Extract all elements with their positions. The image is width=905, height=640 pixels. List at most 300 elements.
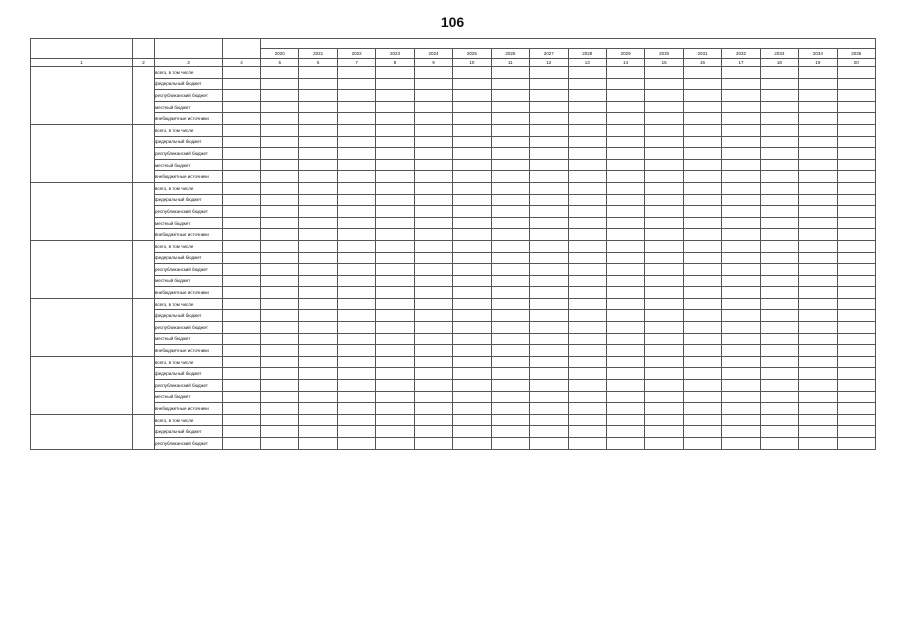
year-value-cell <box>683 298 721 310</box>
year-value-cell <box>376 171 414 183</box>
year-header: 2022 <box>337 49 375 59</box>
year-value-cell <box>606 275 644 287</box>
year-value-cell <box>683 78 721 90</box>
year-value-cell <box>376 206 414 218</box>
year-value-cell <box>837 206 875 218</box>
year-header: 2035 <box>837 49 875 59</box>
year-value-cell <box>606 298 644 310</box>
year-value-cell <box>722 356 760 368</box>
year-value-cell <box>261 90 299 102</box>
total-cell <box>223 194 261 206</box>
table-row <box>31 391 876 403</box>
year-value-cell <box>683 356 721 368</box>
year-value-cell <box>606 67 644 79</box>
budget-table <box>30 38 876 450</box>
year-value-cell <box>299 171 337 183</box>
table-row <box>31 136 876 148</box>
table-row <box>31 414 876 426</box>
total-cell <box>223 403 261 415</box>
year-value-cell <box>799 345 837 357</box>
year-value-cell <box>799 101 837 113</box>
total-cell <box>223 275 261 287</box>
table-row <box>31 182 876 194</box>
year-header: 2020 <box>261 49 299 59</box>
year-value-cell <box>799 426 837 438</box>
year-value-cell <box>760 322 798 334</box>
year-value-cell <box>491 240 529 252</box>
funding-source-label: всего, в том числе <box>155 414 223 426</box>
column-number: 20 <box>837 59 875 67</box>
year-value-cell <box>530 171 568 183</box>
year-value-cell <box>568 252 606 264</box>
year-value-cell <box>261 67 299 79</box>
column-number: 15 <box>645 59 683 67</box>
year-value-cell <box>683 414 721 426</box>
year-value-cell <box>337 426 375 438</box>
year-value-cell <box>530 206 568 218</box>
year-value-cell <box>530 229 568 241</box>
year-value-cell <box>491 298 529 310</box>
year-value-cell <box>376 356 414 368</box>
year-value-cell <box>414 194 452 206</box>
year-value-cell <box>299 368 337 380</box>
year-value-cell <box>261 113 299 125</box>
year-value-cell <box>299 240 337 252</box>
year-value-cell <box>376 113 414 125</box>
year-value-cell <box>376 345 414 357</box>
year-value-cell <box>645 67 683 79</box>
year-value-cell <box>760 438 798 450</box>
grbs-cell <box>133 124 155 182</box>
header-years-group <box>261 39 876 49</box>
year-value-cell <box>722 264 760 276</box>
year-value-cell <box>722 182 760 194</box>
funding-source-label: внебюджетные источники <box>155 287 223 299</box>
total-cell <box>223 240 261 252</box>
year-value-cell <box>299 206 337 218</box>
year-value-cell <box>683 113 721 125</box>
year-value-cell <box>645 171 683 183</box>
year-value-cell <box>606 78 644 90</box>
year-value-cell <box>722 240 760 252</box>
year-value-cell <box>837 252 875 264</box>
year-value-cell <box>568 414 606 426</box>
year-value-cell <box>799 438 837 450</box>
year-value-cell <box>722 438 760 450</box>
year-value-cell <box>645 345 683 357</box>
year-value-cell <box>645 124 683 136</box>
funding-source-label: местный бюджет <box>155 333 223 345</box>
year-value-cell <box>453 368 491 380</box>
table-row <box>31 333 876 345</box>
year-value-cell <box>376 182 414 194</box>
year-value-cell <box>299 380 337 392</box>
year-value-cell <box>453 345 491 357</box>
year-value-cell <box>760 310 798 322</box>
column-number-row <box>31 59 876 67</box>
year-value-cell <box>837 90 875 102</box>
year-value-cell <box>760 356 798 368</box>
year-value-cell <box>453 287 491 299</box>
year-value-cell <box>491 322 529 334</box>
year-value-cell <box>645 287 683 299</box>
year-value-cell <box>376 159 414 171</box>
year-value-cell <box>837 194 875 206</box>
year-value-cell <box>645 380 683 392</box>
total-cell <box>223 322 261 334</box>
year-value-cell <box>453 310 491 322</box>
year-value-cell <box>799 78 837 90</box>
year-value-cell <box>799 380 837 392</box>
year-value-cell <box>299 345 337 357</box>
year-value-cell <box>799 148 837 160</box>
year-value-cell <box>299 333 337 345</box>
year-value-cell <box>568 148 606 160</box>
header-measure-name <box>31 39 133 59</box>
year-value-cell <box>530 380 568 392</box>
funding-source-label: всего, в том числе <box>155 356 223 368</box>
year-value-cell <box>837 414 875 426</box>
year-value-cell <box>491 113 529 125</box>
year-value-cell <box>453 252 491 264</box>
funding-source-label: федеральный бюджет <box>155 136 223 148</box>
year-value-cell <box>376 298 414 310</box>
year-value-cell <box>760 136 798 148</box>
year-value-cell <box>376 101 414 113</box>
year-value-cell <box>299 194 337 206</box>
year-value-cell <box>568 438 606 450</box>
year-value-cell <box>683 217 721 229</box>
year-value-cell <box>299 438 337 450</box>
table-row <box>31 124 876 136</box>
funding-source-label: республиканский бюджет <box>155 438 223 450</box>
header-total <box>223 39 261 59</box>
year-value-cell <box>606 438 644 450</box>
grbs-cell <box>133 67 155 125</box>
total-cell <box>223 252 261 264</box>
year-value-cell <box>760 148 798 160</box>
measure-name-cell <box>31 182 133 240</box>
year-value-cell <box>837 78 875 90</box>
year-value-cell <box>530 90 568 102</box>
year-value-cell <box>491 391 529 403</box>
year-value-cell <box>530 356 568 368</box>
year-value-cell <box>683 368 721 380</box>
year-value-cell <box>491 252 529 264</box>
year-value-cell <box>837 298 875 310</box>
year-value-cell <box>414 101 452 113</box>
year-value-cell <box>683 391 721 403</box>
year-value-cell <box>376 136 414 148</box>
year-value-cell <box>799 333 837 345</box>
year-value-cell <box>683 252 721 264</box>
table-row <box>31 298 876 310</box>
funding-source-label: федеральный бюджет <box>155 426 223 438</box>
year-value-cell <box>722 345 760 357</box>
year-value-cell <box>299 229 337 241</box>
year-value-cell <box>453 78 491 90</box>
year-value-cell <box>683 194 721 206</box>
table-row <box>31 287 876 299</box>
year-value-cell <box>837 124 875 136</box>
year-value-cell <box>530 67 568 79</box>
year-value-cell <box>683 322 721 334</box>
year-value-cell <box>568 136 606 148</box>
year-value-cell <box>683 345 721 357</box>
year-value-cell <box>376 240 414 252</box>
total-cell <box>223 182 261 194</box>
year-value-cell <box>645 298 683 310</box>
total-cell <box>223 287 261 299</box>
year-value-cell <box>530 252 568 264</box>
year-value-cell <box>760 287 798 299</box>
funding-source-label: республиканский бюджет <box>155 206 223 218</box>
year-value-cell <box>337 264 375 276</box>
table-row <box>31 368 876 380</box>
year-value-cell <box>414 67 452 79</box>
funding-source-label: всего, в том числе <box>155 124 223 136</box>
table-row <box>31 356 876 368</box>
year-value-cell <box>568 275 606 287</box>
year-value-cell <box>261 194 299 206</box>
year-value-cell <box>453 240 491 252</box>
total-cell <box>223 171 261 183</box>
year-value-cell <box>722 229 760 241</box>
year-value-cell <box>376 333 414 345</box>
year-value-cell <box>337 380 375 392</box>
year-value-cell <box>530 310 568 322</box>
year-value-cell <box>491 275 529 287</box>
year-value-cell <box>337 391 375 403</box>
year-value-cell <box>376 90 414 102</box>
year-value-cell <box>530 322 568 334</box>
column-number: 2 <box>133 59 155 67</box>
year-value-cell <box>799 182 837 194</box>
funding-source-label: всего, в том числе <box>155 240 223 252</box>
measure-name-cell <box>31 356 133 414</box>
year-value-cell <box>453 124 491 136</box>
year-value-cell <box>837 217 875 229</box>
year-value-cell <box>261 240 299 252</box>
year-value-cell <box>645 391 683 403</box>
year-value-cell <box>491 356 529 368</box>
total-cell <box>223 414 261 426</box>
column-number: 4 <box>223 59 261 67</box>
year-value-cell <box>606 310 644 322</box>
year-value-cell <box>645 136 683 148</box>
year-value-cell <box>799 252 837 264</box>
year-value-cell <box>453 414 491 426</box>
year-value-cell <box>683 206 721 218</box>
year-value-cell <box>414 240 452 252</box>
year-value-cell <box>530 368 568 380</box>
year-value-cell <box>453 403 491 415</box>
total-cell <box>223 90 261 102</box>
year-value-cell <box>837 391 875 403</box>
year-value-cell <box>722 414 760 426</box>
year-value-cell <box>760 113 798 125</box>
grbs-cell <box>133 414 155 449</box>
year-value-cell <box>837 275 875 287</box>
year-value-cell <box>568 345 606 357</box>
year-value-cell <box>453 391 491 403</box>
table-row <box>31 403 876 415</box>
header-funding-source <box>155 39 223 59</box>
year-value-cell <box>760 264 798 276</box>
year-value-cell <box>453 275 491 287</box>
year-value-cell <box>299 287 337 299</box>
year-value-cell <box>491 148 529 160</box>
year-value-cell <box>491 206 529 218</box>
total-cell <box>223 229 261 241</box>
year-value-cell <box>606 380 644 392</box>
year-value-cell <box>722 380 760 392</box>
year-value-cell <box>606 217 644 229</box>
year-value-cell <box>299 356 337 368</box>
year-header: 2026 <box>491 49 529 59</box>
year-value-cell <box>683 240 721 252</box>
year-value-cell <box>760 78 798 90</box>
year-value-cell <box>453 217 491 229</box>
year-value-cell <box>760 368 798 380</box>
total-cell <box>223 438 261 450</box>
table-row <box>31 171 876 183</box>
year-value-cell <box>837 322 875 334</box>
year-value-cell <box>606 414 644 426</box>
funding-source-label: местный бюджет <box>155 217 223 229</box>
year-value-cell <box>645 310 683 322</box>
year-value-cell <box>722 206 760 218</box>
total-cell <box>223 264 261 276</box>
total-cell <box>223 159 261 171</box>
year-value-cell <box>683 67 721 79</box>
year-value-cell <box>337 345 375 357</box>
year-value-cell <box>299 310 337 322</box>
grbs-cell <box>133 356 155 414</box>
year-value-cell <box>645 229 683 241</box>
year-value-cell <box>799 113 837 125</box>
year-value-cell <box>760 240 798 252</box>
year-value-cell <box>491 229 529 241</box>
page-number: 106 <box>440 14 465 30</box>
year-value-cell <box>337 194 375 206</box>
year-value-cell <box>376 426 414 438</box>
year-value-cell <box>337 252 375 264</box>
total-cell <box>223 356 261 368</box>
funding-source-label: федеральный бюджет <box>155 368 223 380</box>
year-value-cell <box>261 275 299 287</box>
funding-source-label: всего, в том числе <box>155 182 223 194</box>
year-value-cell <box>261 264 299 276</box>
year-value-cell <box>606 391 644 403</box>
year-value-cell <box>683 426 721 438</box>
year-value-cell <box>261 124 299 136</box>
grbs-cell <box>133 182 155 240</box>
year-value-cell <box>645 148 683 160</box>
total-cell <box>223 136 261 148</box>
year-value-cell <box>299 136 337 148</box>
year-value-cell <box>683 182 721 194</box>
column-number: 7 <box>337 59 375 67</box>
year-value-cell <box>530 438 568 450</box>
year-value-cell <box>722 148 760 160</box>
year-value-cell <box>683 438 721 450</box>
table-row <box>31 90 876 102</box>
year-value-cell <box>760 206 798 218</box>
year-value-cell <box>799 264 837 276</box>
year-value-cell <box>414 287 452 299</box>
year-value-cell <box>414 345 452 357</box>
year-value-cell <box>606 264 644 276</box>
table-row <box>31 148 876 160</box>
year-value-cell <box>299 275 337 287</box>
year-value-cell <box>337 148 375 160</box>
column-number: 8 <box>376 59 414 67</box>
year-value-cell <box>568 206 606 218</box>
year-value-cell <box>722 217 760 229</box>
year-value-cell <box>337 287 375 299</box>
year-value-cell <box>606 148 644 160</box>
year-value-cell <box>760 194 798 206</box>
year-value-cell <box>299 403 337 415</box>
table-body <box>31 67 876 450</box>
year-value-cell <box>414 124 452 136</box>
year-value-cell <box>453 229 491 241</box>
year-value-cell <box>453 67 491 79</box>
year-value-cell <box>683 171 721 183</box>
funding-source-label: местный бюджет <box>155 101 223 113</box>
year-value-cell <box>299 322 337 334</box>
year-value-cell <box>530 426 568 438</box>
year-value-cell <box>837 159 875 171</box>
year-header: 2032 <box>722 49 760 59</box>
year-value-cell <box>645 159 683 171</box>
year-value-cell <box>453 159 491 171</box>
year-value-cell <box>453 194 491 206</box>
year-value-cell <box>376 414 414 426</box>
year-value-cell <box>299 148 337 160</box>
year-value-cell <box>453 206 491 218</box>
year-value-cell <box>799 414 837 426</box>
year-value-cell <box>568 426 606 438</box>
year-value-cell <box>837 136 875 148</box>
year-value-cell <box>376 217 414 229</box>
year-value-cell <box>261 252 299 264</box>
year-value-cell <box>722 67 760 79</box>
year-header: 2029 <box>606 49 644 59</box>
year-value-cell <box>568 229 606 241</box>
table-row <box>31 78 876 90</box>
year-value-cell <box>376 194 414 206</box>
year-value-cell <box>376 67 414 79</box>
year-value-cell <box>530 264 568 276</box>
funding-source-label: республиканский бюджет <box>155 264 223 276</box>
year-value-cell <box>568 182 606 194</box>
table-row <box>31 426 876 438</box>
year-value-cell <box>645 356 683 368</box>
year-value-cell <box>568 356 606 368</box>
year-value-cell <box>530 217 568 229</box>
year-value-cell <box>414 380 452 392</box>
year-value-cell <box>760 275 798 287</box>
year-value-cell <box>453 101 491 113</box>
year-value-cell <box>453 113 491 125</box>
year-value-cell <box>299 217 337 229</box>
total-cell <box>223 368 261 380</box>
year-value-cell <box>568 67 606 79</box>
year-value-cell <box>606 403 644 415</box>
year-value-cell <box>606 345 644 357</box>
